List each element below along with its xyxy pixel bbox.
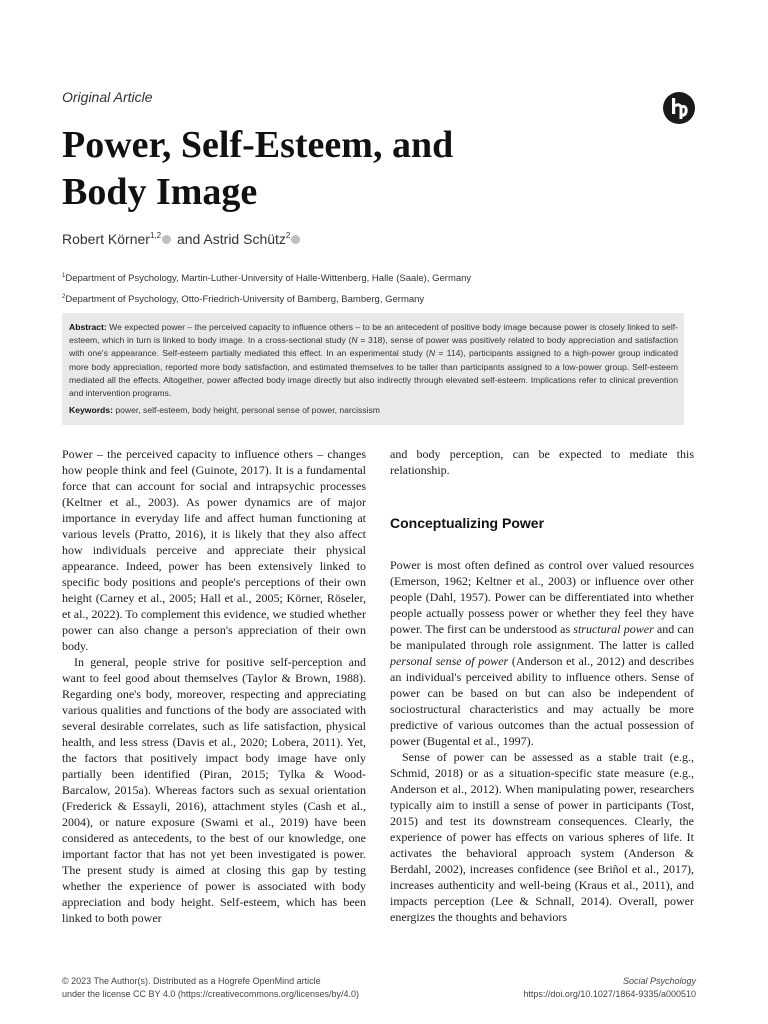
abstract-body: = 318), sense of power was positively related to body appreciation and satisfaction with one's appearance. Self-esteem partially mediated this effect. In an experimental study ( <box>69 335 678 359</box>
body-paragraph: Power – the perceived capacity to influence others – changes how people think and feel (Guinote, 2017). It is a fundamental force that can account for social and intrapsychic processes (Keltner et al., 2003). As power dynamics are of major importance in everyday life and affect human functioning at various levels (Pratto, 2016), it is likely that they also affect how individuals perceive and appreciate their physical appearance. Indeed, power has been extensively linked to specific body positions and people's perceptions of their own height (Carney et al., 2005; Hall et al., 2005; Körner, Röseler, et al., 2022). To complement this evidence, we studied whether power can also change a person's appreciation of their own body. <box>62 447 366 653</box>
abstract-label: Abstract: <box>69 322 107 332</box>
paragraph-text: Power is most often defined as control over valued resources (Emerson, 1962; Keltner et al., 2003) or influence over other people (Dahl, 1957). Power can be differentiated into whether people actually possess power or whether they feel they have power. The first can be understood as <box>390 558 694 636</box>
body-paragraph <box>390 557 694 749</box>
abstract-body: = 114), participants assigned to a high-power group indicated more body appreciation, reported more body satisfaction, and estimated themselves to be taller than participants assigned to a low-power group. Self-esteem mediated all the effects. Altogether, power affected body image directly but also indirectly through elevated self-esteem. Implications refer to clinical prevention and intervention programs. <box>69 348 678 399</box>
affiliation-marker: 2 <box>285 231 291 240</box>
paragraph-text: (Anderson et al., 2012) and describes an individual's perceived ability to influence others. Sense of power can be based on but can also be independent of sociostructural characteristics and may actually be more predictive of various outcomes than the actual possession of power (Bugental et al., 1997). <box>390 654 694 748</box>
abstract-text <box>69 321 678 400</box>
affiliation-number: 2 <box>62 294 66 300</box>
section-heading: Conceptualizing Power <box>390 515 545 531</box>
sample-size-symbol: N <box>351 335 358 346</box>
right-column <box>390 446 694 925</box>
sample-size-symbol: N <box>428 348 436 359</box>
affiliation-line <box>62 267 471 288</box>
doi-link[interactable]: https://doi.org/10.1027/1864-9335/a000510 <box>523 989 696 999</box>
body-paragraph: Sense of power can be assessed as a stable trait (e.g., Schmid, 2018) or as a situation-specific state measure (e.g., Anderson et al., 2012). When manipulating power, researchers typically aim to instill a sense of power in participants (Tost, 2015) and test its downstream consequences. Clearly, the experience of power has effects on various spheres of life. It activates the behavioral approach system (Anderson & Berdahl, 2002), increases confidence (see Briñol et al., 2017), increases authenticity and well-being (Kraus et al., 2011), and impacts perception (Lee & Schnall, 2014). Overall, power energizes the thoughts and behaviors <box>390 750 694 924</box>
journal-name: Social Psychology <box>622 976 696 986</box>
title-line-1: Power, Self-Esteem, and <box>62 124 454 166</box>
paragraph-text: and can be manipulated through role assignment. The latter is called <box>390 622 694 652</box>
author-name: and Astrid Schütz <box>173 231 286 247</box>
journal-footer <box>523 975 696 1001</box>
title-line-2: Body Image <box>62 171 258 213</box>
affiliation-text: Department of Psychology, Otto-Friedrich-University of Bamberg, Bamberg, Germany <box>65 294 425 305</box>
author-name: Robert Körner <box>62 231 150 247</box>
orcid-icon[interactable] <box>162 235 171 244</box>
body-paragraph: and body perception, can be expected to mediate this relationship. <box>390 447 694 477</box>
hogrefe-hp-logo-icon <box>663 92 695 124</box>
article-type: Original Article <box>62 89 153 105</box>
keywords-text: power, self-esteem, body height, personal sense of power, narcissism <box>112 405 380 416</box>
affiliation-line <box>62 288 471 309</box>
affiliation-text: Department of Psychology, Martin-Luther-University of Halle-Wittenberg, Halle (Saale), Germany <box>65 273 472 284</box>
body-paragraph: In general, people strive for positive self-perception and want to feel good about themselves (Taylor & Brown, 1988). Regarding one's body, moreover, respecting and appreciating various qualities and functions of the body are associated with several desirable correlates, such as life satisfaction, physical health, and less stress (Davis et al., 2020; Lobera, 2011). Yet, the factors that positively impact body image have only partially been identified (Piran, 2015; Tylka & Wood-Barcalow, 2015a). Whereas factors such as sexual orientation (Frederick & Essayli, 2016), attachment styles (Cash et al., 2004), or nature exposure (Swami et al., 2019) have been considered as antecedents, to the best of our knowledge, one important factor that has not yet been investigated is power. The present study is aimed at closing this gap by testing whether the experience of power is associated with body appreciation and body height. Self-esteem, which has been linked to both power <box>62 655 366 925</box>
affiliations <box>62 267 471 309</box>
keywords <box>69 404 678 417</box>
left-column <box>62 446 366 926</box>
orcid-icon[interactable] <box>291 235 300 244</box>
license-line[interactable]: under the license CC BY 4.0 (https://creativecommons.org/licenses/by/4.0) <box>62 989 359 999</box>
term-emphasis: structural power <box>573 622 654 636</box>
abstract-body: We expected power – the perceived capacity to influence others – to be an antecedent of positive body image because power is closely linked to self-esteem, which in turn is linked to body image. In a cross-sectional study ( <box>69 322 678 346</box>
abstract-box <box>62 313 684 425</box>
keywords-label: Keywords: <box>69 405 113 416</box>
license-footer <box>62 975 359 1001</box>
license-line: © 2023 The Author(s). Distributed as a Hogrefe OpenMind article <box>62 976 321 986</box>
term-emphasis: personal sense of power <box>390 654 509 668</box>
author-list <box>62 231 302 247</box>
page-title <box>62 122 662 216</box>
affiliation-number: 1 <box>62 273 66 279</box>
affiliation-marker: 1,2 <box>149 231 162 240</box>
